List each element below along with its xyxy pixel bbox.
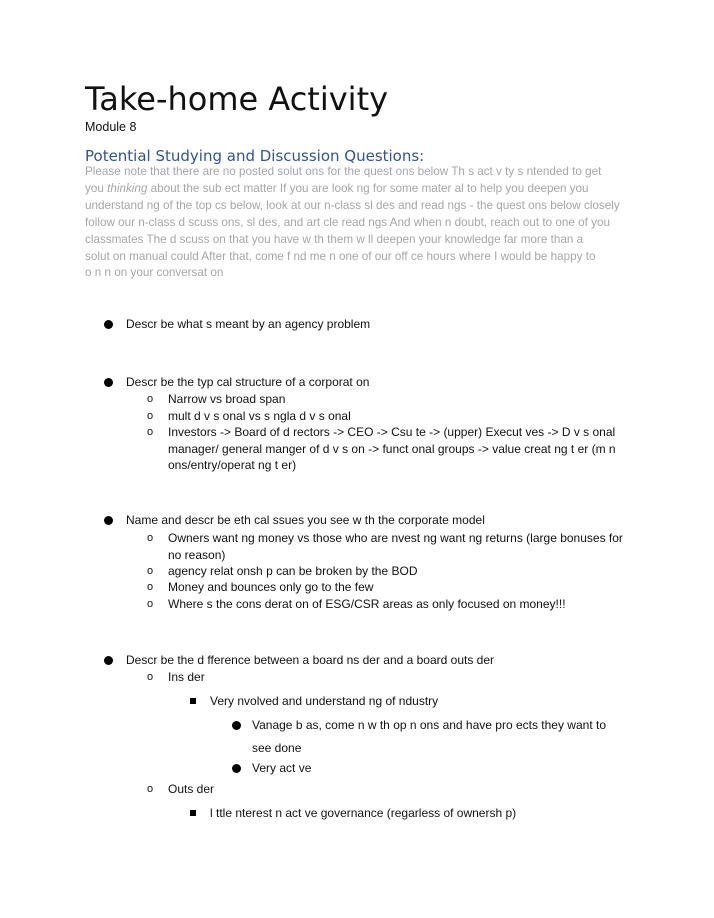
note-line: you thinking about the sub ect matter If you are look ng for some mater al to help you deepen you xyxy=(85,181,589,195)
sub-item-text: Money and bounces only go to the few xyxy=(168,580,374,594)
circle-marker-icon: o xyxy=(147,565,154,577)
bullet-icon xyxy=(232,764,241,773)
note-line: classmates The d scuss on that you have w th them w ll deepen your knowledge far more than a xyxy=(85,232,584,246)
note-line: understand ng of the top cs below, look at our n-class sl des and read ngs - the quest ons below closely xyxy=(85,198,620,212)
circle-marker-icon: o xyxy=(147,393,154,405)
module-label: Module 8 xyxy=(85,120,137,134)
note-line: Please note that there are no posted solut ons for the quest ons below Th s act v ty s ntended to get xyxy=(85,165,602,178)
note-line: o n n on your conversat on xyxy=(85,266,224,280)
circle-marker-icon: o xyxy=(147,598,154,610)
square-bullet-icon xyxy=(190,810,196,816)
level4-item-text: Very act ve xyxy=(252,761,312,775)
sub-item-text: Owners want ng money vs those who are nvest ng want ng returns (large bonuses for no reason) xyxy=(168,531,623,562)
sub-item-text: Investors -> Board of d rectors -> CEO -> Csu te -> (upper) Execut ves -> D v s onal manager/ general manger of d v s on -> funct onal groups -> value creat ng t er (m n ons/entry/operat ng t er) xyxy=(168,425,616,472)
level3-item-text: Very nvolved and understand ng of ndustry xyxy=(210,694,439,708)
circle-marker-icon: o xyxy=(147,426,154,438)
note-line: follow our n-class d scuss ons, sl des, and art cle read ngs And when n doubt, reach out to one of you xyxy=(85,215,610,229)
bullet-icon xyxy=(232,721,241,730)
circle-marker-icon: o xyxy=(147,581,154,593)
question-text: Descr be the d fference between a board ns der and a board outs der xyxy=(126,653,495,667)
question-text: Name and descr be eth cal ssues you see w th the corporate model xyxy=(126,513,485,527)
emphasis-text: thinking xyxy=(107,181,148,195)
note-line: solut on manual could After that, come f nd me n one of our off ce hours where I would be happy to xyxy=(85,249,596,263)
bullet-icon xyxy=(104,656,113,665)
page-title: Take-home Activity xyxy=(85,80,389,118)
sub-item-text: Ins der xyxy=(168,670,205,684)
sub-item-text: mult d v s onal vs s ngla d v s onal xyxy=(168,409,351,423)
bullet-icon xyxy=(104,320,113,329)
instructions-note xyxy=(85,164,630,282)
question-text: Descr be the typ cal structure of a corporat on xyxy=(126,375,370,389)
circle-marker-icon: o xyxy=(147,410,154,422)
section-heading: Potential Studying and Discussion Questions: xyxy=(85,147,425,165)
sub-item-text: Narrow vs broad span xyxy=(168,392,286,406)
level3-item-text: l ttle nterest n act ve governance (regarless of ownersh p) xyxy=(210,806,517,820)
circle-marker-icon: o xyxy=(147,783,154,795)
square-bullet-icon xyxy=(190,698,196,704)
bullet-icon xyxy=(104,516,113,525)
circle-marker-icon: o xyxy=(147,532,154,544)
sub-item-text: Outs der xyxy=(168,782,215,796)
level4-item-text: Vanage b as, come n w th op n ons and have pro ects they want to see done xyxy=(252,718,606,755)
bullet-icon xyxy=(104,378,113,387)
sub-item-text: agency relat onsh p can be broken by the BOD xyxy=(168,564,418,578)
question-text: Descr be what s meant by an agency problem xyxy=(126,317,371,331)
sub-item-text: Where s the cons derat on of ESG/CSR areas as only focused on money!!! xyxy=(168,597,566,611)
circle-marker-icon: o xyxy=(147,671,154,683)
